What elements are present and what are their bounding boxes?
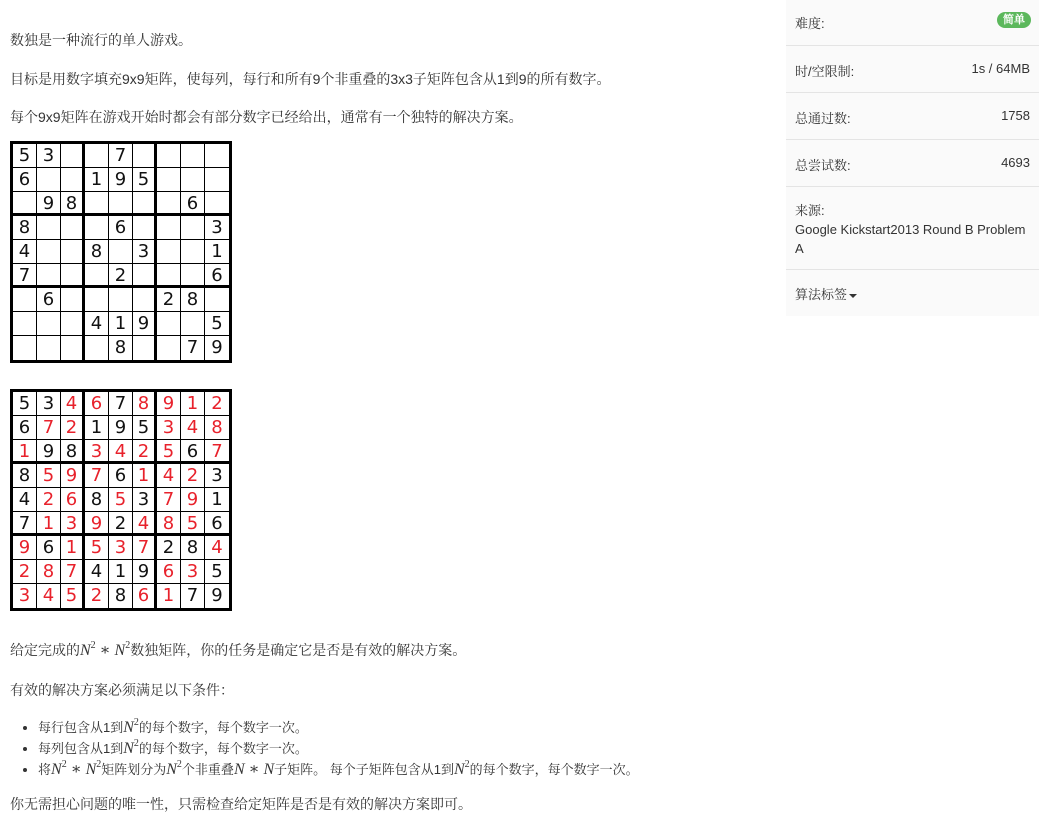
math-n: N: [51, 761, 62, 778]
sudoku-cell: 6: [85, 392, 109, 416]
sudoku-cell: 4: [109, 440, 133, 464]
sudoku-cell: 4: [205, 536, 229, 560]
sudoku-cell: 4: [85, 312, 109, 336]
sudoku-cell: [13, 336, 37, 360]
sudoku-cell: 3: [85, 440, 109, 464]
sudoku-cell: 4: [133, 512, 157, 536]
sudoku-cell: 6: [133, 584, 157, 608]
sudoku-cell: [61, 168, 85, 192]
source-value: Google Kickstart2013 Round B Problem A: [795, 222, 1026, 256]
sudoku-cell: 1: [181, 392, 205, 416]
sudoku-cell: [205, 144, 229, 168]
rule-text: 每行包含从1到: [38, 720, 124, 735]
sudoku-cell: [157, 312, 181, 336]
sudoku-cell: 2: [133, 440, 157, 464]
sudoku-cell: [181, 264, 205, 288]
sudoku-cell: 1: [85, 416, 109, 440]
sudoku-cell: 8: [37, 560, 61, 584]
sudoku-cell: [133, 264, 157, 288]
closing-text: 你无需担心问题的唯一性，只需检查给定矩阵是否是有效的解决方案即可。: [10, 796, 472, 812]
sudoku-cell: 5: [37, 464, 61, 488]
sudoku-cell: 5: [13, 144, 37, 168]
sudoku-cell: 7: [37, 416, 61, 440]
sudoku-cell: 9: [133, 312, 157, 336]
sudoku-cell: 8: [109, 584, 133, 608]
math-exp: 2: [133, 738, 139, 749]
attempts-value: 4693: [1001, 155, 1030, 170]
sudoku-cell: 8: [133, 392, 157, 416]
sudoku-cell: 7: [85, 464, 109, 488]
rule-column: [38, 733, 639, 757]
source-label: 来源:: [795, 203, 825, 218]
math-n: N: [263, 761, 275, 778]
sudoku-cell: 7: [109, 144, 133, 168]
sudoku-cell: [61, 312, 85, 336]
sudoku-cell: 5: [157, 440, 181, 464]
sudoku-cell: [133, 144, 157, 168]
sudoku-cell: [61, 336, 85, 360]
math-exp: 2: [125, 640, 131, 651]
math-n: N: [166, 761, 177, 778]
sudoku-cell: [181, 312, 205, 336]
sudoku-cell: 1: [61, 536, 85, 560]
sudoku-cell: 7: [157, 488, 181, 512]
sudoku-cell: 3: [205, 216, 229, 240]
sudoku-cell: 3: [37, 392, 61, 416]
sudoku-cell: 2: [85, 584, 109, 608]
sudoku-cell: [157, 240, 181, 264]
attempts-label: 总尝试数:: [795, 158, 851, 173]
sudoku-cell: 3: [13, 584, 37, 608]
sudoku-cell: 8: [61, 440, 85, 464]
sudoku-cell: 5: [205, 560, 229, 584]
sudoku-cell: 5: [61, 584, 85, 608]
sudoku-cell: [37, 336, 61, 360]
sudoku-cell: [13, 312, 37, 336]
math-exp: 2: [133, 717, 139, 728]
rule-text: 的每个数字，每个数字一次。: [138, 720, 308, 735]
math-n: N: [114, 642, 126, 659]
sudoku-cell: 9: [37, 440, 61, 464]
sudoku-cell: [181, 144, 205, 168]
sudoku-cell: [85, 144, 109, 168]
sudoku-cell: [157, 264, 181, 288]
sudoku-cell: 1: [85, 168, 109, 192]
task-pre: 给定完成的: [10, 642, 80, 658]
sudoku-cell: 7: [205, 440, 229, 464]
sudoku-cell: 6: [13, 168, 37, 192]
sudoku-cell: 2: [61, 416, 85, 440]
sudoku-cell: [85, 264, 109, 288]
sudoku-cell: 8: [181, 288, 205, 312]
source-block: [795, 201, 1035, 258]
sudoku-cell: 7: [61, 560, 85, 584]
sudoku-cell: 5: [181, 512, 205, 536]
sudoku-cell: 1: [157, 584, 181, 608]
sudoku-cell: 7: [133, 536, 157, 560]
sudoku-cell: 7: [181, 336, 205, 360]
sudoku-cell: 3: [181, 560, 205, 584]
math-n: N: [85, 761, 97, 778]
sudoku-cell: 1: [109, 560, 133, 584]
sudoku-cell: 2: [205, 392, 229, 416]
sudoku-cell: 9: [61, 464, 85, 488]
sudoku-cell: [37, 264, 61, 288]
sudoku-cell: [37, 312, 61, 336]
sudoku-cell: [37, 216, 61, 240]
sudoku-cell: 3: [205, 464, 229, 488]
passed-value: 1758: [1001, 108, 1030, 123]
sudoku-cell: 3: [109, 536, 133, 560]
sudoku-cell: 3: [133, 240, 157, 264]
caret-down-icon: [849, 294, 857, 298]
sudoku-cell: [37, 240, 61, 264]
sudoku-cell: [109, 240, 133, 264]
sudoku-cell: 5: [133, 416, 157, 440]
math-exp: 2: [464, 759, 470, 770]
math-exp: 2: [90, 640, 96, 651]
note-text: 每个9x9矩阵在游戏开始时都会有部分数字已经给出，通常有一个独特的解决方案。: [10, 109, 523, 125]
rule-submatrix: [38, 754, 639, 778]
algorithm-tags-toggle[interactable]: [795, 284, 857, 303]
sudoku-cell: 5: [205, 312, 229, 336]
rule-text: 个非重叠: [181, 762, 234, 777]
sudoku-cell: [133, 192, 157, 216]
math-n: N: [80, 642, 91, 659]
difficulty-label: 难度:: [795, 16, 825, 31]
sudoku-cell: [61, 288, 85, 312]
rules-list: [0, 712, 639, 778]
problem-info-sidebar: [786, 0, 1039, 316]
sudoku-cell: 6: [205, 512, 229, 536]
sudoku-cell: [61, 216, 85, 240]
sudoku-puzzle-grid: [10, 141, 232, 363]
sudoku-cell: 8: [109, 336, 133, 360]
sudoku-cell: [133, 216, 157, 240]
difficulty-row: [786, 0, 1039, 46]
sudoku-cell: 3: [37, 144, 61, 168]
intro-text: 数独是一种流行的单人游戏。: [10, 32, 192, 48]
sudoku-cell: [85, 216, 109, 240]
rule-text: 的每个数字，每个数字一次。: [469, 762, 639, 777]
sudoku-cell: 8: [157, 512, 181, 536]
sudoku-cell: [181, 216, 205, 240]
sudoku-cell: [205, 192, 229, 216]
sudoku-cell: 8: [85, 488, 109, 512]
sudoku-cell: 9: [211, 337, 223, 358]
rule-text: 将: [38, 762, 52, 777]
sudoku-cell: 6: [205, 264, 229, 288]
sudoku-cell: 8: [13, 464, 37, 488]
sudoku-cell: 4: [181, 416, 205, 440]
sudoku-cell: 6: [181, 192, 205, 216]
sudoku-cell: [133, 336, 157, 360]
sudoku-cell: [109, 288, 133, 312]
sudoku-cell: 2: [37, 488, 61, 512]
sudoku-cell: 5: [133, 168, 157, 192]
sudoku-cell: 9: [181, 488, 205, 512]
math-op: ∗: [95, 642, 115, 659]
limits-value: 1s / 64MB: [971, 61, 1030, 76]
valid-intro-text: 有效的解决方案必须满足以下条件：: [10, 682, 234, 698]
sudoku-cell: 2: [109, 512, 133, 536]
sudoku-cell: 9: [37, 192, 61, 216]
sudoku-cell: 9: [133, 560, 157, 584]
sudoku-cell: 9: [211, 585, 223, 606]
math-exp: 2: [96, 759, 102, 770]
sudoku-cell: 2: [181, 464, 205, 488]
sudoku-cell: [205, 168, 229, 192]
sudoku-cell: 1: [133, 464, 157, 488]
sudoku-cell: 7: [109, 392, 133, 416]
sudoku-cell: 5: [85, 536, 109, 560]
sudoku-cell: 8: [181, 536, 205, 560]
sudoku-cell: 3: [133, 488, 157, 512]
math-exp: 2: [61, 759, 67, 770]
sudoku-cell: [13, 192, 37, 216]
sudoku-cell: 5: [109, 488, 133, 512]
math-n: N: [233, 761, 245, 778]
attempts-row: [786, 140, 1039, 187]
sudoku-cell: 9: [109, 416, 133, 440]
sudoku-cell: [205, 288, 229, 312]
sudoku-cell: [85, 336, 109, 360]
sudoku-cell: 1: [13, 440, 37, 464]
sudoku-cell: 1: [205, 488, 229, 512]
task-text: [10, 640, 466, 660]
sudoku-cell: 4: [85, 560, 109, 584]
math-n: N: [123, 740, 134, 757]
limits-row: [786, 46, 1039, 93]
sudoku-cell: [157, 216, 181, 240]
math-op: ∗: [66, 761, 86, 778]
sudoku-solution-grid: [10, 389, 232, 611]
sudoku-cell: [85, 192, 109, 216]
sudoku-cell: 6: [37, 536, 61, 560]
passed-label: 总通过数:: [795, 111, 851, 126]
sudoku-cell: [157, 168, 181, 192]
sudoku-cell: 4: [157, 464, 181, 488]
sudoku-cell: [13, 288, 37, 312]
sudoku-cell: 5: [13, 392, 37, 416]
sudoku-cell: [133, 288, 157, 312]
sudoku-cell: 6: [181, 440, 205, 464]
sudoku-cell: 7: [13, 512, 37, 536]
sudoku-cell: [181, 240, 205, 264]
math-exp: 2: [176, 759, 182, 770]
sudoku-cell: 2: [13, 560, 37, 584]
sudoku-cell: [109, 192, 133, 216]
sudoku-cell: 6: [61, 488, 85, 512]
sudoku-cell: 4: [61, 392, 85, 416]
sudoku-cell: 7: [181, 584, 205, 608]
sudoku-cell: 7: [13, 264, 37, 288]
limits-label: 时/空限制:: [795, 64, 855, 79]
sudoku-cell: 6: [109, 464, 133, 488]
difficulty-badge: 简单: [997, 12, 1031, 28]
sudoku-cell: 2: [157, 536, 181, 560]
math-n: N: [123, 719, 134, 736]
sudoku-cell: [157, 144, 181, 168]
sudoku-cell: 9: [85, 512, 109, 536]
sudoku-cell: 2: [109, 264, 133, 288]
sudoku-cell: 9: [109, 168, 133, 192]
sudoku-cell: 9: [13, 536, 37, 560]
sudoku-cell: 8: [61, 192, 85, 216]
sudoku-cell: [61, 264, 85, 288]
sudoku-cell: 3: [61, 512, 85, 536]
task-post: 数独矩阵，你的任务是确定它是否是有效的解决方案。: [130, 642, 467, 658]
sudoku-cell: 1: [205, 240, 229, 264]
rule-text: 矩阵划分为: [101, 762, 167, 777]
sudoku-cell: 9: [157, 392, 181, 416]
sudoku-cell: [61, 144, 85, 168]
rule-text: 的每个数字，每个数字一次。: [138, 741, 308, 756]
sudoku-cell: 3: [157, 416, 181, 440]
sudoku-cell: [157, 336, 181, 360]
sudoku-cell: [85, 288, 109, 312]
sudoku-cell: [37, 168, 61, 192]
sudoku-cell: 6: [109, 216, 133, 240]
math-op: ∗: [244, 761, 264, 778]
rule-text: 每列包含从1到: [38, 741, 124, 756]
sudoku-cell: [181, 168, 205, 192]
sudoku-cell: [61, 240, 85, 264]
sudoku-cell: 6: [37, 288, 61, 312]
sudoku-cell: 4: [13, 240, 37, 264]
sudoku-cell: 1: [109, 312, 133, 336]
passed-row: [786, 93, 1039, 140]
sudoku-cell: 8: [85, 240, 109, 264]
goal-text: 目标是用数字填充9x9矩阵，使每列，每行和所有9个非重叠的3x3子矩阵包含从1到9的所有数字。: [10, 71, 611, 87]
sudoku-cell: 4: [37, 584, 61, 608]
rule-row: [38, 712, 639, 736]
sudoku-cell: 8: [13, 216, 37, 240]
sudoku-cell: 8: [205, 416, 229, 440]
algorithm-tags-label: 算法标签: [795, 287, 848, 302]
sudoku-cell: 6: [13, 416, 37, 440]
rule-text: 子矩阵。 每个子矩阵包含从1到: [274, 762, 454, 777]
sudoku-cell: 1: [37, 512, 61, 536]
math-n: N: [454, 761, 465, 778]
sudoku-cell: 2: [157, 288, 181, 312]
sudoku-cell: 6: [157, 560, 181, 584]
sudoku-cell: 4: [13, 488, 37, 512]
sudoku-cell: [157, 192, 181, 216]
